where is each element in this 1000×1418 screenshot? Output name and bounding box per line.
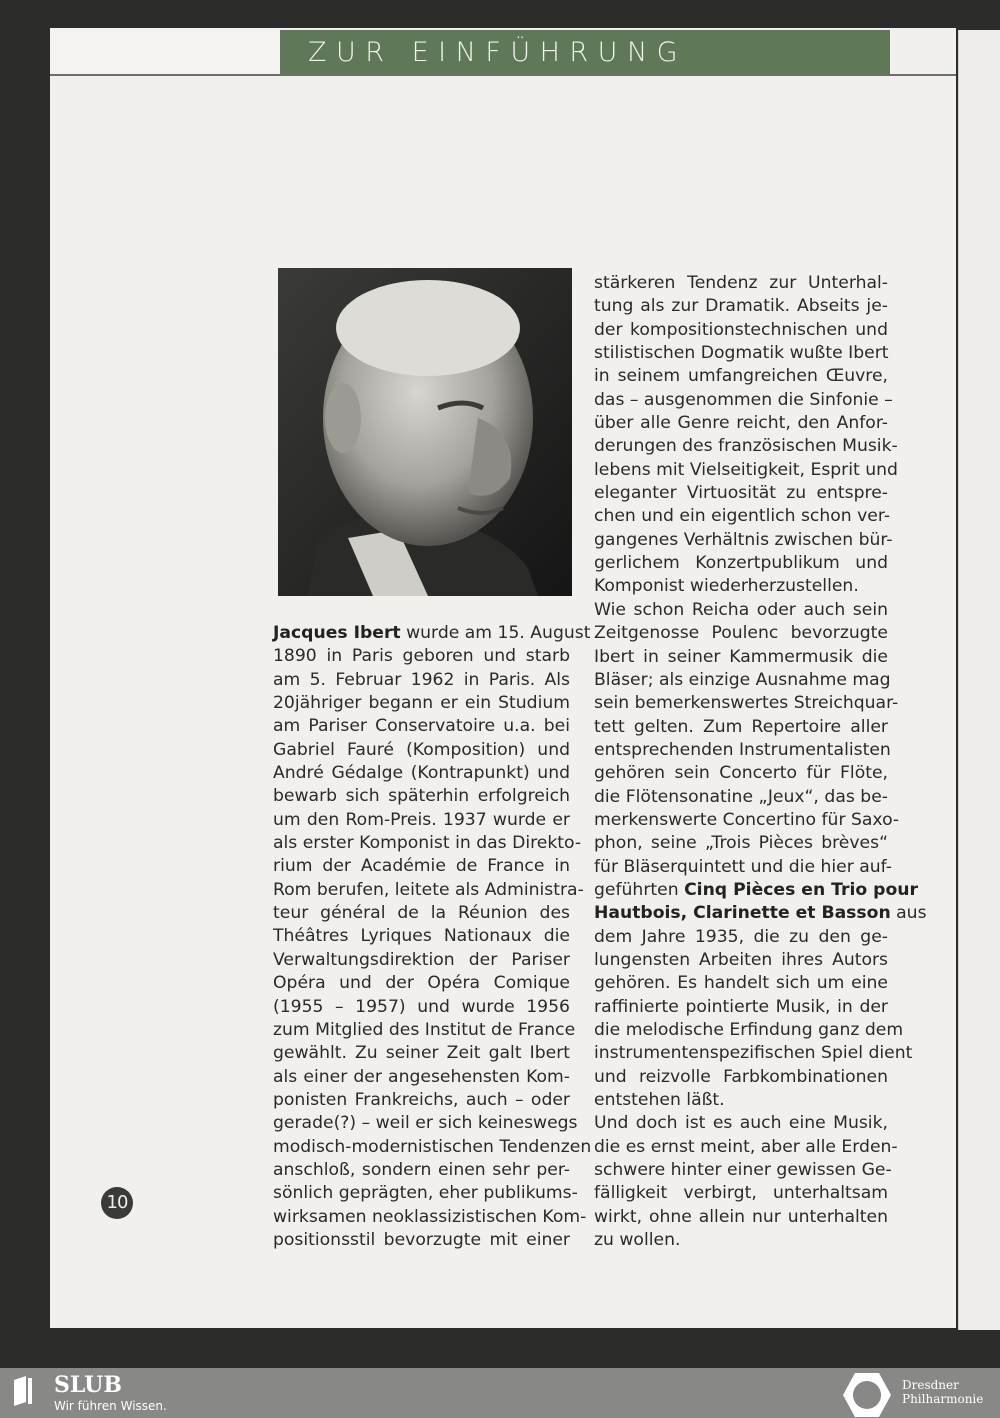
text-line xyxy=(273,832,582,855)
text-line xyxy=(594,529,893,552)
line-text: Bläser; als einzige Ausnahme mag xyxy=(594,669,891,690)
line-text: Rom berufen, leitete als Administra- xyxy=(273,879,584,900)
text-line xyxy=(273,902,570,925)
line-text: geführten xyxy=(594,879,685,900)
text-line xyxy=(273,949,570,972)
line-text: Komponist wiederherzustellen. xyxy=(594,576,859,597)
right-text-column xyxy=(594,272,927,1252)
philharmonie-logo-text[interactable] xyxy=(902,1378,983,1406)
line-text: Ibert in seiner Kammermusik die xyxy=(594,646,888,667)
line-text: dem Jahre 1935, die zu den ge- xyxy=(594,926,888,947)
text-line xyxy=(273,669,570,692)
text-line xyxy=(273,1112,578,1135)
portrait-photo xyxy=(278,268,572,596)
text-line xyxy=(594,716,888,739)
text-line xyxy=(594,272,888,295)
text-line xyxy=(273,1019,576,1042)
line-text: phon, seine „Trois Pièces brèves“ xyxy=(594,833,888,854)
text-line xyxy=(273,1089,570,1112)
line-text: als erster Komponist in das Direkto- xyxy=(273,833,582,854)
line-text: sein bemerkenswertes Streichquar- xyxy=(594,693,899,714)
line-text: fälligkeit verbirgt, unterhaltsam xyxy=(594,1183,888,1204)
line-text: und reizvolle Farbkombinationen xyxy=(594,1066,888,1087)
adjacent-page-edge xyxy=(958,30,1000,1330)
text-line xyxy=(594,295,888,318)
text-line xyxy=(273,622,591,645)
text-line xyxy=(594,1159,892,1182)
section-title-band: ZUR EINFÜHRUNG xyxy=(280,30,890,76)
line-text: Wie schon Reicha oder auch sein xyxy=(594,599,888,620)
line-text: chen und ein eigentlich schon ver- xyxy=(594,506,891,527)
text-line xyxy=(273,879,584,902)
line-text: sönlich geprägten, eher publikums- xyxy=(273,1183,578,1204)
text-line xyxy=(594,926,888,949)
text-line xyxy=(273,645,570,668)
line-text: zu wollen. xyxy=(594,1230,681,1251)
text-line xyxy=(594,435,898,458)
text-line xyxy=(594,1066,888,1089)
line-text: wirkt, ohne allein nur unterhalten xyxy=(594,1206,888,1227)
line-text: bewarb sich späterhin erfolgreich xyxy=(273,786,570,807)
line-text: als einer der angesehensten Kom- xyxy=(273,1066,570,1087)
text-line xyxy=(594,856,892,879)
line-text: am Pariser Conservatoire u.a. bei xyxy=(273,716,570,737)
text-line xyxy=(273,1066,570,1089)
line-text: gerade(?) – weil er sich keineswegs xyxy=(273,1113,578,1134)
text-line xyxy=(273,996,570,1019)
line-text: über alle Genre reicht, den Anfor- xyxy=(594,413,888,434)
bold-text: Hautbois, Clarinette et Basson xyxy=(594,903,891,924)
line-text: zum Mitglied des Institut de France xyxy=(273,1019,576,1040)
slub-book-icon xyxy=(14,1376,32,1406)
text-line xyxy=(273,925,570,948)
line-text: entsprechenden Instrumentalisten xyxy=(594,739,891,760)
text-line xyxy=(273,762,570,785)
line-text: tung als zur Dramatik. Abseits je- xyxy=(594,296,888,317)
text-line xyxy=(594,902,927,925)
bold-text: Cinq Pièces en Trio pour xyxy=(684,879,918,900)
text-line xyxy=(594,622,888,645)
line-text: modisch-modernistischen Tendenzen xyxy=(273,1136,592,1157)
line-text: um den Rom-Preis. 1937 wurde er xyxy=(273,809,570,830)
line-text: gerlichem Konzertpublikum und xyxy=(594,553,888,574)
text-line xyxy=(594,996,888,1019)
text-line xyxy=(594,1089,888,1112)
text-line xyxy=(594,459,898,482)
line-text: gangenes Verhältnis zwischen bür- xyxy=(594,529,893,550)
line-text: in seinem umfangreichen Œuvre, xyxy=(594,366,888,387)
line-text: gewählt. Zu seiner Zeit galt Ibert xyxy=(273,1043,570,1064)
text-line xyxy=(273,1042,570,1065)
text-line xyxy=(594,669,891,692)
line-text: wurde am 15. August xyxy=(400,623,591,643)
line-text: Opéra und der Opéra Comique xyxy=(273,973,570,994)
line-text: tett gelten. Zum Repertoire aller xyxy=(594,716,888,737)
line-text: für Bläserquintett und die hier auf- xyxy=(594,856,892,877)
text-line xyxy=(594,832,888,855)
line-text: aus xyxy=(890,903,927,924)
philharmonie-logo-icon[interactable] xyxy=(842,1372,892,1418)
text-line xyxy=(594,739,891,762)
line-text: merkenswerte Concertino für Saxo- xyxy=(594,809,900,830)
line-text: lungensten Arbeiten ihres Autors xyxy=(594,949,888,970)
text-line xyxy=(273,739,570,762)
line-text: Zeitgenosse Poulenc bevorzugte xyxy=(594,623,888,644)
text-line xyxy=(273,1159,570,1182)
text-line xyxy=(273,1182,578,1205)
line-text: André Gédalge (Kontrapunkt) und xyxy=(273,763,570,784)
text-line xyxy=(594,809,900,832)
line-text: teur général de la Réunion des xyxy=(273,903,570,924)
line-text: rium der Académie de France in xyxy=(273,856,570,877)
text-line xyxy=(594,505,891,528)
text-line xyxy=(594,389,893,412)
text-line xyxy=(594,552,888,575)
text-line xyxy=(594,342,888,365)
text-line xyxy=(594,972,888,995)
line-text: Und doch ist es auch eine Musik, xyxy=(594,1113,888,1134)
line-text: instrumentenspezifischen Spiel dient xyxy=(594,1043,913,1064)
line-text: Gabriel Fauré (Komposition) und xyxy=(273,739,570,760)
bold-text: Jacques Ibert xyxy=(273,623,401,643)
viewer-footer-bar xyxy=(0,1368,1000,1418)
text-line xyxy=(594,786,888,809)
text-line xyxy=(273,855,570,878)
text-line xyxy=(594,949,888,972)
line-text: ponisten Frankreichs, auch – oder xyxy=(273,1089,570,1110)
text-line xyxy=(273,785,570,808)
text-line xyxy=(594,1042,913,1065)
text-line xyxy=(273,715,570,738)
line-text: lebens mit Vielseitigkeit, Esprit und xyxy=(594,459,898,480)
left-text-column xyxy=(273,622,592,1252)
text-line xyxy=(594,1019,904,1042)
text-line xyxy=(594,575,888,598)
header-blank xyxy=(50,28,280,75)
line-text: 1890 in Paris geboren und starb xyxy=(273,646,570,667)
text-line xyxy=(594,1182,888,1205)
text-line xyxy=(594,1206,888,1229)
slub-tagline: Wir führen Wissen. xyxy=(54,1399,167,1413)
text-line xyxy=(273,692,570,715)
line-text: positionsstil bevorzugte mit einer xyxy=(273,1229,570,1250)
line-text: Verwaltungsdirektion der Pariser xyxy=(273,949,570,970)
text-line xyxy=(594,1136,898,1159)
line-text: das – ausgenommen die Sinfonie – xyxy=(594,389,893,410)
portrait-image xyxy=(278,268,572,596)
philharmonie-line1: Dresdner xyxy=(902,1378,959,1392)
text-line xyxy=(594,692,899,715)
philharmonie-line2: Philharmonie xyxy=(902,1392,984,1406)
line-text: entstehen läßt. xyxy=(594,1090,725,1111)
line-text: schwere hinter einer gewissen Ge- xyxy=(594,1160,892,1181)
line-text: die es ernst meint, aber alle Erden- xyxy=(594,1136,898,1157)
text-line xyxy=(594,1112,888,1135)
text-line xyxy=(594,646,888,669)
line-text: eleganter Virtuosität zu entspre- xyxy=(594,483,888,504)
text-line xyxy=(273,1206,587,1229)
line-text: stilistischen Dogmatik wußte Ibert xyxy=(594,343,889,364)
text-line xyxy=(273,1229,570,1252)
text-line xyxy=(273,809,570,832)
line-text: der kompositionstechnischen und xyxy=(594,319,888,340)
line-text: 20jähriger begann er ein Studium xyxy=(273,693,570,714)
line-text: wirksamen neoklassizistischen Kom- xyxy=(273,1206,587,1227)
text-line xyxy=(594,879,918,902)
slub-logo-text[interactable]: SLUB xyxy=(54,1372,122,1398)
text-line xyxy=(594,365,888,388)
line-text: derungen des französischen Musik- xyxy=(594,436,898,457)
text-line xyxy=(594,762,888,785)
line-text: die melodische Erfindung ganz dem xyxy=(594,1020,904,1040)
text-line xyxy=(594,412,888,435)
header-rule xyxy=(50,74,956,76)
text-line xyxy=(273,972,570,995)
line-text: gehören sein Concerto für Flöte, xyxy=(594,763,888,784)
line-text: raffinierte pointierte Musik, in der xyxy=(594,996,888,1017)
text-line xyxy=(594,482,888,505)
line-text: anschloß, sondern einen sehr per- xyxy=(273,1159,570,1180)
text-line xyxy=(594,1229,888,1252)
text-line xyxy=(594,319,888,342)
line-text: am 5. Februar 1962 in Paris. Als xyxy=(273,669,570,690)
page-number-badge: 10 xyxy=(101,1187,133,1219)
line-text: gehören. Es handelt sich um eine xyxy=(594,973,888,994)
line-text: Théâtres Lyriques Nationaux die xyxy=(273,926,570,947)
text-line xyxy=(594,599,888,622)
line-text: stärkeren Tendenz zur Unterhal- xyxy=(594,273,888,293)
line-text: die Flötensonatine „Jeux“, das be- xyxy=(594,786,888,807)
line-text: (1955 – 1957) und wurde 1956 xyxy=(273,996,570,1017)
text-line xyxy=(273,1136,592,1159)
